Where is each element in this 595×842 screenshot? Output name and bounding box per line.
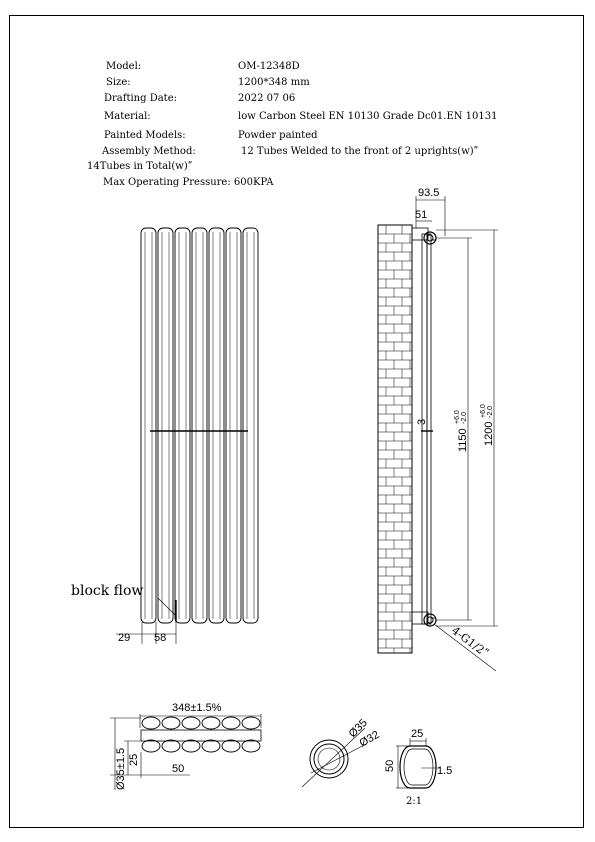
oval-profile [400,746,436,788]
bracket-bottom [412,612,428,624]
tube-outer [310,740,348,778]
upright-bar [141,730,261,741]
tol-1200-up: +6.0 [480,404,487,418]
tube-column [158,228,173,623]
brick-pattern [378,225,412,653]
dia-32: Ø32 [357,728,382,750]
assembly-method-label: Assembly Method: [102,146,196,157]
dim-51: 51 [415,209,428,221]
upright-front [427,234,431,624]
dim-58: 58 [154,632,167,644]
top-view [110,702,261,790]
upright-rear [422,234,427,624]
tube-column [243,228,258,623]
model-value: OM-12348D [238,61,300,72]
tube-oval-back [222,740,240,752]
detail-dim-25: 25 [411,728,424,740]
tube-column [192,228,207,623]
dia-35: Ø35 [346,716,370,741]
tube-column [141,228,156,623]
tube-oval-back [162,740,180,752]
tol-1200-down: -2.0 [487,405,494,418]
tube-oval-front [142,717,160,729]
painted-models-label: Painted Models: [104,130,186,141]
dim-348: 348±1.5% [172,702,222,714]
tube-oval-front [182,717,200,729]
tol-1150-down: -2.0 [461,411,468,424]
tube-oval-front [222,717,240,729]
block-flow-note: block flow [71,583,144,599]
detail-dim-50: 50 [384,759,396,772]
tube-column [175,228,190,623]
dim-1150: 1150 [457,428,469,452]
detail-dim-1-5: 1.5 [437,765,453,777]
dim-93-5: 93.5 [418,187,440,199]
side-view [378,187,498,671]
detail-view [384,728,452,807]
dim-35: Ø35±1.5 [115,747,127,790]
model-label: Model: [106,61,142,72]
scale-label: 2:1 [406,796,423,807]
tube-oval-front [202,717,220,729]
drafting-date-value: 2022 07 06 [238,93,296,104]
front-view [71,228,258,644]
max-pressure: Max Operating Pressure: 600KPA [103,177,274,188]
size-label: Size: [106,77,131,88]
connection-note: 4-G1/2ʺ [449,624,491,660]
drafting-date-label: Drafting Date: [104,93,177,104]
tube-column [226,228,241,623]
tube-ovals [142,717,260,752]
tube-oval-back [202,740,220,752]
painted-models-value: Powder painted [238,130,318,141]
tube-inner [314,744,344,774]
size-value: 1200*348 mm [238,77,310,88]
tubes-total: 14Tubes in Total(w)ʺ [87,161,193,172]
material-value: low Carbon Steel EN 10130 Grade Dc01.EN 10131 [238,111,498,122]
section-view [302,717,382,787]
tube-column [209,228,224,623]
dim-1200: 1200 [483,421,495,446]
tube-oval-back [182,740,200,752]
radiator-tubes [141,228,258,623]
dim-3: 3 [416,418,428,425]
assembly-method-value: 12 Tubes Welded to the front of 2 uprights(w)ʺ [241,146,479,157]
dim-29: 29 [118,632,131,644]
tube-oval-back [142,740,160,752]
dim-25: 25 [128,753,140,766]
tol-1150-up: +6.0 [454,410,461,424]
dim-50: 50 [172,763,185,775]
tube-oval-back [242,740,260,752]
wall [378,225,412,653]
tube-oval-front [242,717,260,729]
material-label: Material: [104,111,151,122]
tube-oval-front [162,717,180,729]
